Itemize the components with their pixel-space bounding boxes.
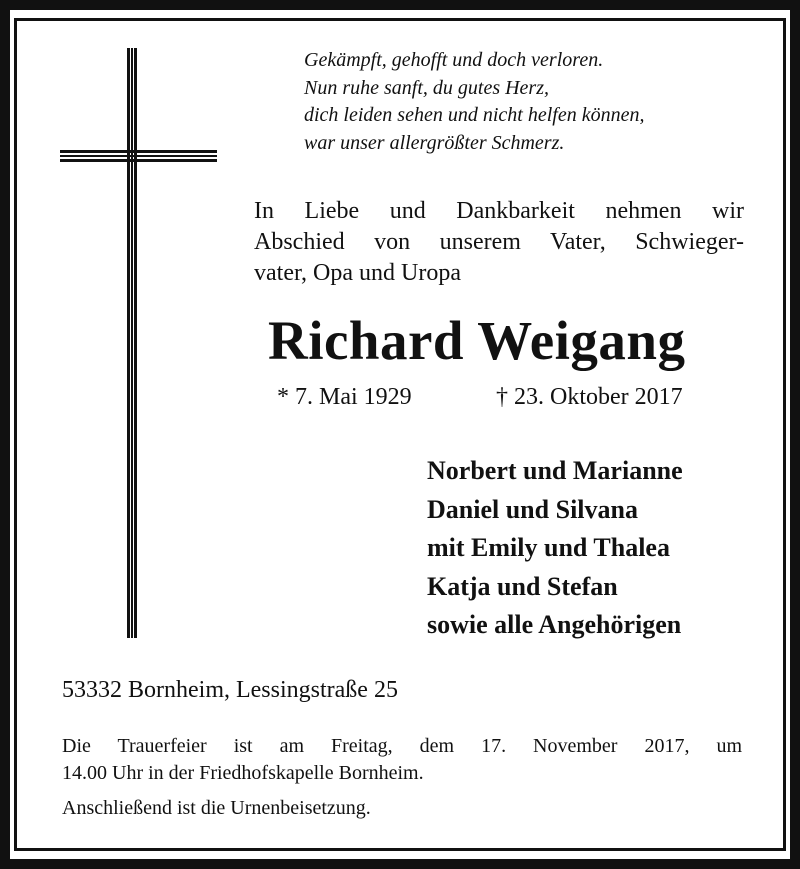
intro-line: In Liebe und Dankbarkeit nehmen wir: [254, 198, 744, 224]
death-date: † 23. Oktober 2017: [496, 384, 683, 410]
ceremony-notice: [62, 733, 742, 787]
mourner-line: Daniel und Silvana: [427, 494, 638, 524]
mourner-line: Katja und Stefan: [427, 571, 618, 601]
poem-line: war unser allergrößter Schmerz.: [304, 131, 565, 154]
mourner-line: Norbert und Marianne: [427, 456, 683, 485]
poem-line: Gekämpft, gehofft und doch verloren.: [304, 49, 604, 71]
burial-notice: Anschließend ist die Urnenbeisetzung.: [62, 797, 371, 819]
deceased-name: Richard Weigang: [268, 310, 686, 371]
address: 53332 Bornheim, Lessingstraße 25: [62, 677, 398, 703]
cross-horizontal-bar: [60, 150, 217, 162]
intro-line: Abschied von unserem Vater, Schwieger-: [254, 229, 744, 255]
mourner-line: sowie alle Angehörigen: [427, 610, 682, 639]
poem: [304, 47, 644, 157]
mourner-line: mit Emily und Thalea: [427, 533, 670, 562]
intro-line: vater, Opa und Uropa: [254, 260, 461, 286]
ceremony-line: Die Trauerfeier ist am Freitag, dem 17. November 2017, um: [62, 735, 742, 757]
ceremony-line: 14.00 Uhr in der Friedhofskapelle Bornheim.: [62, 762, 424, 784]
poem-line: Nun ruhe sanft, du gutes Herz,: [304, 76, 549, 99]
intro-text: [254, 196, 744, 289]
poem-line: dich leiden sehen und nicht helfen können,: [304, 104, 645, 126]
mourners-list: [427, 452, 683, 645]
cross-vertical-bar: [127, 48, 137, 638]
birth-date: * 7. Mai 1929: [277, 384, 412, 410]
